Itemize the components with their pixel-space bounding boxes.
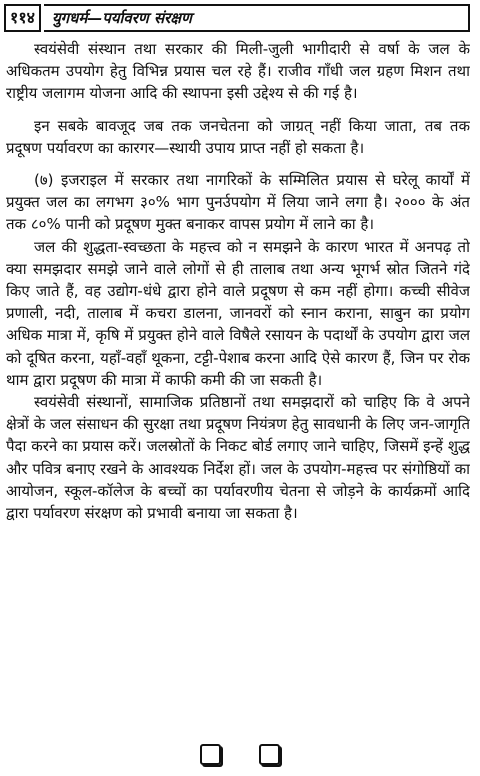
paragraph-public-awareness: इन सबके बावजूद जब तक जनचेतना को जाग्रत् नहीं किया जाता, तब तक प्रदूषण पर्यावरण का कारगर—स्थायी उपाय प्राप्त नहीं हो सकता है। — [6, 116, 470, 157]
square-ornament-icon — [200, 744, 221, 765]
page-header — [4, 4, 470, 32]
paragraph-israel-reuse: (७) इजराइल में सरकार तथा नागरिकों के सम्मिलित प्रयास से घरेलू कार्यों में प्रयुक्त जल का लगभग ३०% भाग पुनर्उपयोग में लिया जाने लगा है। २००० के अंत तक ८०% पानी को प्रदूषण मुक्त बनाकर वापस प्रयोग में लाने का है। — [6, 171, 470, 234]
paragraph-rainwater-efforts: स्वयंसेवी संस्थान तथा सरकार की मिली-जुली भागीदारी से वर्षा के जल के अधिकतम उपयोग हेतु विभिन्न प्रयास चल रहे हैं। राजीव गाँधी जल ग्रहण मिशन तथा राष्ट्रीय जलागम योजना आदि की स्थापना इसी उद्देश्य से की गई है। — [6, 40, 470, 103]
body-text — [6, 38, 470, 738]
running-title: युगधर्म—पर्यावरण संरक्षण — [44, 4, 470, 32]
paragraph-ngo-role: स्वयंसेवी संस्थानों, सामाजिक प्रतिष्ठानों तथा समझदारों को चाहिए कि वे अपने क्षेत्रों के जल संसाधन की सुरक्षा तथा प्रदूषण नियंत्रण हेतु सावधानी के लिए जन-जागृति पैदा करने का प्रयास करें। जलस्रोतों के निकट बोर्ड लगाए जाने चाहिए, जिसमें इन्हें शुद्ध और पवित्र बनाए रखने के आवश्यक निर्देश हों। जल के उपयोग-महत्त्व पर संगोष्ठियों का आयोजन, स्कूल-कॉलेज के बच्चों का पर्यावरणीय चेतना से जोड़ने के कार्यक्रमों आदि द्वारा पर्यावरण संरक्षण को प्रभावी बनाया जा सकता है। — [6, 393, 470, 523]
square-ornament-icon — [259, 744, 280, 765]
page-number: ११४ — [4, 4, 41, 32]
footer-ornament — [200, 744, 280, 768]
paragraph-water-purity: जल की शुद्धता-स्वच्छता के महत्त्व को न समझने के कारण भारत में अनपढ़ तो क्या समझदार समझे जाने वाले लोगों से ही तालाब तथा अन्य भूगर्भ स्रोत जितने गंदे किए जाते हैं, वह उद्योग-धंधे द्वारा होने वाले प्रदूषण से कम नहीं होगा। कच्ची सीवेज प्रणाली, नदी, तालाब में कचरा डालना, जानवरों को स्नान कराना, साबुन का प्रयोग अधिक मात्रा में, कृषि में प्रयुक्त होने वाले विषैले रसायन के पदार्थों के उपयोग द्वारा जल को दूषित करना, यहाँ-वहाँ थूकना, टट्टी-पेशाब करना आदि ऐसे कारण हैं, जिन पर रोक थाम द्वारा प्रदूषण की मात्रा में काफी कमी की जा सकती है। — [6, 237, 470, 389]
